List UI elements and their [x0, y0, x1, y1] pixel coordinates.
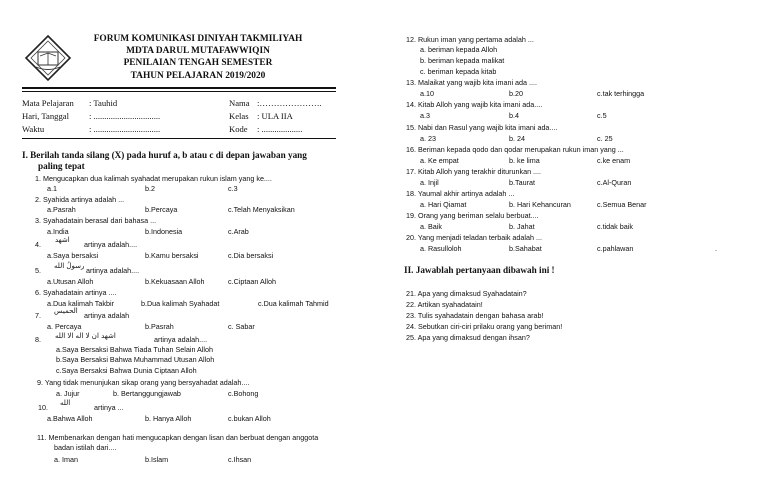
q16: 16. Beriman kepada qodo dan qodar merupakan rukun iman yang ...: [406, 145, 624, 154]
q19-option-c: c.tidak baik: [597, 222, 633, 231]
q18-option-a: a. Hari Qiamat: [420, 200, 467, 209]
q8-text: artinya adalah....: [154, 335, 208, 344]
q10-number: 10.: [38, 403, 48, 412]
q5-option-a: a.Utusan Alloh: [47, 277, 94, 286]
code-value: : ...................: [257, 124, 303, 134]
code-label: Kode: [229, 124, 248, 134]
q5-text: artinya adalah....: [86, 266, 140, 275]
q11-option-a: a. Iman: [54, 455, 78, 464]
subject-value: : Tauhid: [89, 98, 118, 108]
q15-option-c: c. 25: [597, 134, 613, 143]
q6: 6. Syahadatain artinya ....: [35, 288, 117, 297]
q11-option-c: c.Ihsan: [228, 455, 252, 464]
q17-option-c: c.Al-Quran: [597, 178, 632, 187]
name-label: Nama: [229, 98, 250, 108]
name-value: :………………….: [257, 98, 322, 108]
q20: 20. Yang menjadi teladan terbaik adalah ...: [406, 233, 542, 242]
q1: 1. Mengucapkan dua kalimah syahadat merupakan rukun islam yang ke....: [35, 174, 272, 183]
q18-option-b: b. Hari Kehancuran: [509, 200, 571, 209]
header-rule-thin: [22, 91, 336, 92]
q20-option-a: a. Rasulloloh: [420, 244, 462, 253]
q17: 17. Kitab Alloh yang terakhir diturunkan ....: [406, 167, 542, 176]
q10-arabic: الله: [60, 399, 71, 407]
q14-option-c: c.5: [597, 111, 607, 120]
q7-option-c: c. Sabar: [228, 322, 255, 331]
q18: 18. Yaumal akhir artinya adalah ...: [406, 189, 515, 198]
section1-title-cont: paling tepat: [38, 161, 85, 171]
q12: 12. Rukun iman yang pertama adalah ...: [406, 35, 534, 44]
header-forum: FORUM KOMUNIKASI DINIYAH TAKMILIYAH: [93, 34, 303, 44]
q7-arabic: الحميس: [54, 307, 78, 315]
q10-option-c: c.bukan Alloh: [228, 414, 271, 423]
q16-option-a: a. Ke empat: [420, 156, 459, 165]
q8-number: 8.: [35, 335, 41, 344]
q9-option-a: a. Jujur: [56, 389, 80, 398]
q2-option-c: c.Telah Menyaksikan: [228, 205, 295, 214]
q6-option-a: a.Dua kalimah Takbir: [47, 299, 114, 308]
q12-option-a: a. beriman kepada Alloh: [420, 45, 498, 54]
q23: 23. Tulis syahadatain dengan bahasa arab!: [406, 311, 544, 320]
q5-number: 5.: [35, 266, 41, 275]
q6-option-c: c.Dua kalimah Tahmid: [258, 299, 329, 308]
q7-number: 7.: [35, 311, 41, 320]
q15: 15. Nabi dan Rasul yang wajib kita imani ada....: [406, 123, 558, 132]
q9-option-b: b. Bertanggungjawab: [113, 389, 181, 398]
header-school: MDTA DARUL MUTAFAWWIQIN: [126, 46, 270, 56]
q15-option-a: a. 23: [420, 134, 436, 143]
q9-option-c: c.Bohong: [228, 389, 259, 398]
header-year: TAHUN PELAJARAN 2019/2020: [130, 71, 266, 81]
q2: 2. Syahida artinya adalah ...: [35, 195, 125, 204]
q14-option-a: a.3: [420, 111, 430, 120]
q6-option-b: b.Dua kalimah Syahadat: [141, 299, 220, 308]
q19: 19. Orang yang beriman selalu berbuat....: [406, 211, 539, 220]
q10-option-a: a.Bahwa Alloh: [47, 414, 93, 423]
q10-text: artinya ...: [94, 403, 124, 412]
q5-option-c: c.Ciptaan Alloh: [228, 277, 276, 286]
q8-option-b: b.Saya Bersaksi Bahwa Muhammad Utusan Alloh: [56, 355, 215, 364]
q4-option-c: c.Dia bersaksi: [228, 251, 274, 260]
q4-text: artinya adalah....: [84, 240, 138, 249]
q19-option-a: a. Baik: [420, 222, 442, 231]
class-value: : ULA IIA: [257, 111, 293, 121]
q2-option-a: a.Pasrah: [47, 205, 76, 214]
school-logo: [24, 34, 72, 82]
q3: 3. Syahadatain berasal dari bahasa ...: [35, 216, 157, 225]
q4-arabic: اشهد: [55, 236, 70, 244]
q4-option-b: b.Kamu bersaksi: [145, 251, 199, 260]
q13-option-c: c.tak terhingga: [597, 89, 645, 98]
q14: 14. Kitab Alloh yang wajib kita imani ada....: [406, 100, 543, 109]
q16-option-c: c.ke enam: [597, 156, 631, 165]
q8-option-a: a.Saya Bersaksi Bahwa Tiada Tuhan Selain Alloh: [56, 345, 214, 354]
q13: 13. Malaikat yang wajib kita imani ada ....: [406, 78, 538, 87]
class-label: Kelas: [229, 111, 249, 121]
q10-option-b: b. Hanya Alloh: [145, 414, 192, 423]
q3-option-a: a.India: [47, 227, 69, 236]
q11-cont: badan istilah dari....: [54, 443, 117, 452]
day-label: Hari, Tanggal: [22, 111, 69, 121]
q12-option-c: c. beriman kepada kitab: [420, 67, 497, 76]
q11: 11. Membenarkan dengan hati mengucapkan dengan lisan dan berbuat dengan anggota: [37, 433, 319, 442]
q7-text: artinya adalah: [84, 311, 130, 320]
q9: 9. Yang tidak menunjukan sikap orang yang bersyahadat adalah....: [37, 378, 250, 387]
time-label: Waktu: [22, 124, 45, 134]
q1-option-c: c.3: [228, 184, 238, 193]
q11-option-b: b.Islam: [145, 455, 169, 464]
q14-option-b: b.4: [509, 111, 519, 120]
subject-label: Mata Pelajaran: [22, 98, 74, 108]
q1-option-a: a.1: [47, 184, 57, 193]
q8-arabic: اشهد ان لا اله الا الله: [55, 332, 116, 340]
q16-option-b: b. ke lima: [509, 156, 540, 165]
q13-option-a: a.10: [420, 89, 434, 98]
time-value: : ...............................: [89, 124, 161, 134]
q20-option-c: c.pahlawan: [597, 244, 634, 253]
q5-arabic: رسولُ الله: [54, 262, 85, 270]
section2-title: II. Jawablah pertanyaan dibawah ini !: [404, 265, 555, 275]
q8-option-c: c.Saya Bersaksi Bahwa Dunia Ciptaan Alloh: [56, 366, 197, 375]
q7-option-b: b.Pasrah: [145, 322, 174, 331]
q4-number: 4.: [35, 240, 41, 249]
stray-mark: .: [715, 244, 717, 253]
q2-option-b: b.Percaya: [145, 205, 178, 214]
q1-option-b: b.2: [145, 184, 155, 193]
q7-option-a: a. Percaya: [47, 322, 82, 331]
info-rule: [22, 138, 336, 139]
day-value: : ...............................: [89, 111, 161, 121]
q12-option-b: b. beriman kepada malikat: [420, 56, 505, 65]
q22: 22. Artikan syahadatain!: [406, 300, 483, 309]
q20-option-b: b.Sahabat: [509, 244, 542, 253]
section1-title: I. Berilah tanda silang (X) pada huruf a, b atau c di depan jawaban yang: [22, 150, 307, 160]
q3-option-c: c.Arab: [228, 227, 249, 236]
q21: 21. Apa yang dimaksud Syahadatain?: [406, 289, 527, 298]
q25: 25. Apa yang dimaksud dengan ihsan?: [406, 333, 530, 342]
q3-option-b: b.Indonesia: [145, 227, 183, 236]
q17-option-b: b.Taurat: [509, 178, 535, 187]
q4-option-a: a.Saya bersaksi: [47, 251, 99, 260]
q15-option-b: b. 24: [509, 134, 525, 143]
header-exam: PENILAIAN TENGAH SEMESTER: [123, 58, 273, 68]
q17-option-a: a. Injil: [420, 178, 439, 187]
header-rule-thick: [22, 87, 336, 89]
q18-option-c: c.Semua Benar: [597, 200, 647, 209]
q13-option-b: b.20: [509, 89, 523, 98]
q5-option-b: b.Kekuasaan Alloh: [145, 277, 205, 286]
q24: 24. Sebutkan ciri-ciri prilaku orang yang beriman!: [406, 322, 563, 331]
q19-option-b: b. Jahat: [509, 222, 535, 231]
